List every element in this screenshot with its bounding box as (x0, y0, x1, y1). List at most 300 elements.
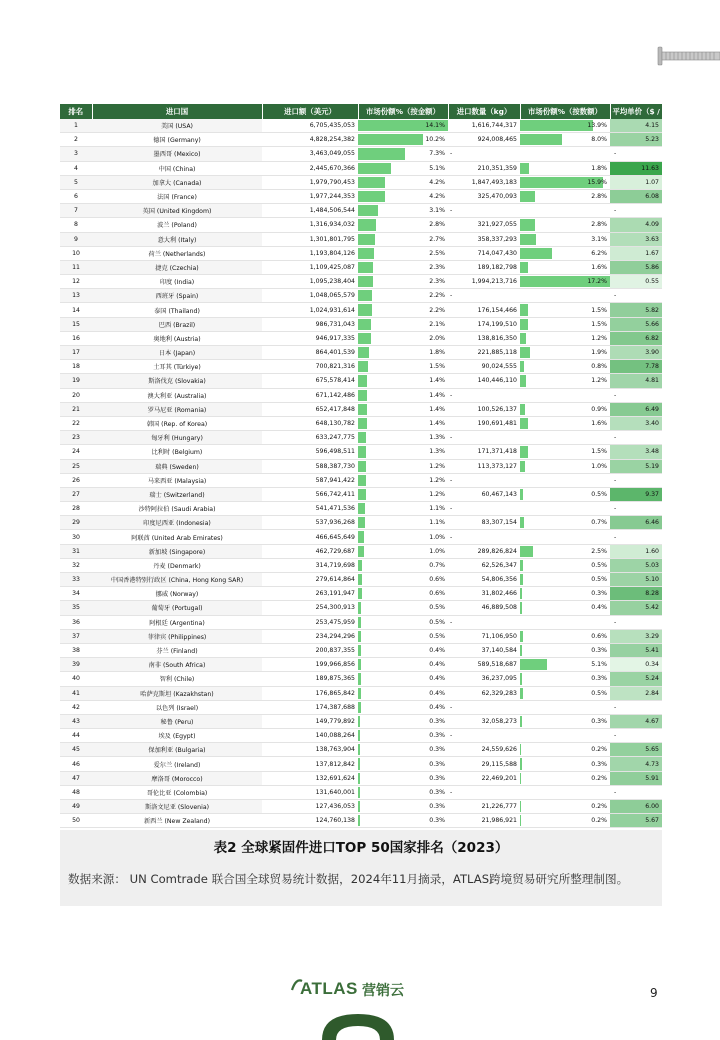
unit-price-label: 1.07 (645, 178, 659, 186)
unit-price-label: 3.48 (645, 448, 659, 456)
unit-price-label: 6.82 (645, 334, 659, 342)
country-cell: 斯洛文尼亚 (Slovenia) (92, 800, 262, 814)
table-row (60, 246, 662, 260)
qty-share-label: 0.3% (591, 647, 607, 655)
unit-price-label: 5.67 (645, 817, 659, 825)
qty-share-cell (520, 275, 610, 289)
country-cell: 土耳其 (Türkiye) (92, 360, 262, 374)
import-qty-cell (448, 658, 520, 672)
unit-price-cell (610, 743, 662, 757)
value-share-label: 1.1% (429, 505, 445, 513)
rank-cell: 28 (60, 502, 92, 516)
value-share-label: 2.3% (429, 278, 445, 286)
country-cell: 以色列 (Israel) (92, 700, 262, 714)
table-row (60, 189, 662, 203)
import-qty-label: 90,024,555 (481, 363, 517, 371)
country-cell: 新加坡 (Singapore) (92, 544, 262, 558)
qty-share-cell (520, 147, 610, 161)
import-qty-label: 289,826,824 (477, 547, 517, 555)
qty-share-label: 0.2% (591, 746, 607, 754)
rank-cell: 10 (60, 246, 92, 260)
value-share-cell (358, 686, 448, 700)
value-share-label: 0.3% (429, 803, 445, 811)
unit-price-cell (610, 346, 662, 360)
qty-share-cell (520, 459, 610, 473)
qty-share-cell (520, 757, 610, 771)
unit-price-cell (610, 416, 662, 430)
value-share-cell (358, 587, 448, 601)
qty-share-cell (520, 161, 610, 175)
unit-price-cell (610, 785, 662, 799)
unit-price-cell (610, 275, 662, 289)
unit-price-label: 5.19 (645, 462, 659, 470)
qty-share-label: 0.2% (591, 774, 607, 782)
qty-share-cell (520, 615, 610, 629)
qty-share-cell (520, 431, 610, 445)
import-value-cell: 254,300,913 (262, 601, 358, 615)
qty-share-cell (520, 785, 610, 799)
rank-cell: 12 (60, 275, 92, 289)
qty-share-label: 5.1% (591, 661, 607, 669)
value-share-cell (358, 232, 448, 246)
import-qty-label: 210,351,359 (477, 164, 517, 172)
value-share-cell (358, 289, 448, 303)
unit-price-cell (610, 672, 662, 686)
unit-price-cell (610, 800, 662, 814)
rank-cell: 37 (60, 629, 92, 643)
import-qty-label: 171,371,418 (477, 448, 517, 456)
import-value-cell: 279,614,864 (262, 573, 358, 587)
import-qty-cell (448, 516, 520, 530)
value-share-label: 1.2% (429, 462, 445, 470)
value-share-label: 1.2% (429, 490, 445, 498)
country-cell: 意大利 (Italy) (92, 232, 262, 246)
qty-share-cell (520, 218, 610, 232)
table-row (60, 402, 662, 416)
import-qty-label: - (450, 434, 453, 442)
unit-price-label: 3.90 (645, 349, 659, 357)
qty-share-cell (520, 800, 610, 814)
country-cell: 泰国 (Thailand) (92, 303, 262, 317)
qty-share-cell (520, 573, 610, 587)
table-row (60, 416, 662, 430)
qty-share-cell (520, 189, 610, 203)
import-value-cell: 124,760,138 (262, 814, 358, 828)
table-row (60, 445, 662, 459)
unit-price-cell (610, 487, 662, 501)
value-share-cell (358, 246, 448, 260)
qty-share-label: 0.2% (591, 803, 607, 811)
import-value-cell: 566,742,411 (262, 487, 358, 501)
value-share-label: 2.2% (429, 292, 445, 300)
value-share-cell (358, 658, 448, 672)
qty-share-label: 0.5% (591, 490, 607, 498)
value-share-label: 7.3% (429, 150, 445, 158)
value-share-cell (358, 175, 448, 189)
unit-price-label: 0.34 (645, 661, 659, 669)
rank-cell: 35 (60, 601, 92, 615)
import-qty-label: 321,927,055 (477, 221, 517, 229)
unit-price-label: 3.40 (645, 420, 659, 428)
import-qty-label: 1,994,213,716 (471, 278, 517, 286)
value-share-cell (358, 161, 448, 175)
value-share-label: 10.2% (425, 136, 445, 144)
value-share-cell (358, 303, 448, 317)
unit-price-cell (610, 388, 662, 402)
country-cell: 罗马尼亚 (Romania) (92, 402, 262, 416)
import-qty-label: 36,237,095 (481, 675, 517, 683)
header-qty-share: 市场份额%（按数额） (520, 104, 610, 119)
import-qty-label: - (450, 150, 453, 158)
value-share-cell (358, 714, 448, 728)
import-value-cell: 138,763,904 (262, 743, 358, 757)
qty-share-label: 0.2% (591, 817, 607, 825)
table-row (60, 289, 662, 303)
import-value-cell: 541,471,536 (262, 502, 358, 516)
unit-price-cell (610, 459, 662, 473)
country-cell: 埃及 (Egypt) (92, 729, 262, 743)
rank-cell: 24 (60, 445, 92, 459)
value-share-cell (358, 218, 448, 232)
import-value-cell: 253,475,959 (262, 615, 358, 629)
unit-price-cell (610, 161, 662, 175)
table-row (60, 459, 662, 473)
table-row (60, 388, 662, 402)
value-share-cell (358, 544, 448, 558)
unit-price-label: 5.66 (645, 320, 659, 328)
rank-cell: 25 (60, 459, 92, 473)
country-cell: 德国 (Germany) (92, 133, 262, 147)
import-value-cell: 986,731,043 (262, 317, 358, 331)
country-cell: 瑞士 (Switzerland) (92, 487, 262, 501)
import-qty-cell (448, 119, 520, 133)
unit-price-label: 4.81 (645, 377, 659, 385)
qty-share-cell (520, 260, 610, 274)
unit-price-cell (610, 147, 662, 161)
rank-cell: 21 (60, 402, 92, 416)
import-qty-label: 189,182,798 (477, 263, 517, 271)
value-share-label: 0.6% (429, 576, 445, 584)
unit-price-label: - (614, 207, 617, 215)
unit-price-label: 6.08 (645, 193, 659, 201)
unit-price-label: 3.29 (645, 632, 659, 640)
import-qty-cell (448, 147, 520, 161)
country-cell: 澳大利亚 (Australia) (92, 388, 262, 402)
unit-price-label: 5.42 (645, 604, 659, 612)
value-share-label: 0.3% (429, 817, 445, 825)
import-value-cell: 864,401,539 (262, 346, 358, 360)
country-cell: 中国 (China) (92, 161, 262, 175)
rank-cell: 48 (60, 785, 92, 799)
import-qty-cell (448, 700, 520, 714)
import-qty-cell (448, 232, 520, 246)
unit-price-cell (610, 714, 662, 728)
unit-price-label: 1.60 (645, 547, 659, 555)
qty-share-label: 1.5% (591, 320, 607, 328)
country-cell: 斯洛伐克 (Slovakia) (92, 374, 262, 388)
import-qty-label: 62,329,283 (481, 689, 517, 697)
qty-share-label: 0.5% (591, 576, 607, 584)
value-share-cell (358, 487, 448, 501)
unit-price-cell (610, 402, 662, 416)
table-row (60, 473, 662, 487)
value-share-label: 0.4% (429, 703, 445, 711)
import-qty-cell (448, 473, 520, 487)
import-value-cell: 140,088,264 (262, 729, 358, 743)
table-row (60, 700, 662, 714)
value-share-label: 1.8% (429, 349, 445, 357)
unit-price-label: - (614, 618, 617, 626)
import-value-cell: 1,095,238,404 (262, 275, 358, 289)
qty-share-label: 0.5% (591, 689, 607, 697)
unit-price-cell (610, 544, 662, 558)
qty-share-cell (520, 360, 610, 374)
table-row (60, 502, 662, 516)
unit-price-label: 5.41 (645, 647, 659, 655)
import-value-cell: 314,719,698 (262, 558, 358, 572)
unit-price-label: 5.65 (645, 746, 659, 754)
import-qty-cell (448, 743, 520, 757)
country-cell: 奥地利 (Austria) (92, 331, 262, 345)
table-row (60, 161, 662, 175)
page-number: 9 (650, 986, 658, 1000)
country-cell: 波兰 (Poland) (92, 218, 262, 232)
unit-price-cell (610, 686, 662, 700)
qty-share-cell (520, 246, 610, 260)
rank-cell: 39 (60, 658, 92, 672)
value-share-label: 14.1% (425, 122, 445, 130)
qty-share-cell (520, 643, 610, 657)
qty-share-cell (520, 743, 610, 757)
import-qty-label: 32,058,273 (481, 717, 517, 725)
qty-share-label: 8.0% (591, 136, 607, 144)
country-cell: 哈萨克斯坦 (Kazakhstan) (92, 686, 262, 700)
qty-share-cell (520, 204, 610, 218)
value-share-cell (358, 814, 448, 828)
country-cell: 中国香港特别行政区 (China, Hong Kong SAR) (92, 573, 262, 587)
value-share-label: 0.4% (429, 661, 445, 669)
qty-share-label: 0.3% (591, 590, 607, 598)
value-share-label: 0.5% (429, 604, 445, 612)
unit-price-label: 8.28 (645, 590, 659, 598)
unit-price-label: 6.49 (645, 405, 659, 413)
country-cell: 新西兰 (New Zealand) (92, 814, 262, 828)
value-share-label: 0.3% (429, 760, 445, 768)
unit-price-label: 0.55 (645, 278, 659, 286)
rank-cell: 49 (60, 800, 92, 814)
qty-share-label: 2.8% (591, 221, 607, 229)
import-value-cell: 132,691,624 (262, 771, 358, 785)
unit-price-label: 4.15 (645, 122, 659, 130)
value-share-label: 0.6% (429, 590, 445, 598)
unit-price-cell (610, 587, 662, 601)
country-cell: 印度尼西亚 (Indonesia) (92, 516, 262, 530)
qty-share-cell (520, 445, 610, 459)
rank-cell: 1 (60, 119, 92, 133)
import-qty-label: 1,616,744,317 (471, 122, 517, 130)
import-qty-cell (448, 672, 520, 686)
country-cell: 瑞典 (Sweden) (92, 459, 262, 473)
country-cell: 沙特阿拉伯 (Saudi Arabia) (92, 502, 262, 516)
qty-share-cell (520, 331, 610, 345)
import-qty-cell (448, 573, 520, 587)
import-qty-cell (448, 558, 520, 572)
unit-price-cell (610, 502, 662, 516)
table-row (60, 800, 662, 814)
country-cell: 日本 (Japan) (92, 346, 262, 360)
table-row (60, 757, 662, 771)
qty-share-cell (520, 771, 610, 785)
unit-price-cell (610, 729, 662, 743)
unit-price-cell (610, 232, 662, 246)
rank-cell: 50 (60, 814, 92, 828)
import-qty-cell (448, 416, 520, 430)
import-value-cell: 4,828,254,382 (262, 133, 358, 147)
qty-share-cell (520, 729, 610, 743)
value-share-label: 1.3% (429, 434, 445, 442)
import-qty-label: 100,526,137 (477, 405, 517, 413)
import-value-cell: 1,193,804,126 (262, 246, 358, 260)
unit-price-label: 5.10 (645, 576, 659, 584)
import-qty-label: 24,559,626 (481, 746, 517, 754)
header-unit-price: 平均单价（$ / kg） (610, 104, 662, 119)
qty-share-cell (520, 502, 610, 516)
qty-share-label: 0.3% (591, 717, 607, 725)
value-share-cell (358, 629, 448, 643)
import-qty-cell (448, 785, 520, 799)
rank-cell: 27 (60, 487, 92, 501)
import-value-cell: 462,729,687 (262, 544, 358, 558)
import-qty-cell (448, 814, 520, 828)
logo-text: ATLAS (300, 979, 358, 998)
rank-cell: 19 (60, 374, 92, 388)
value-share-cell (358, 771, 448, 785)
import-value-cell: 149,779,892 (262, 714, 358, 728)
unit-price-label: - (614, 434, 617, 442)
rank-cell: 38 (60, 643, 92, 657)
rank-cell: 9 (60, 232, 92, 246)
unit-price-cell (610, 629, 662, 643)
import-qty-label: 714,047,430 (477, 249, 517, 257)
rank-cell: 6 (60, 189, 92, 203)
table-row (60, 260, 662, 274)
atlas-logo (290, 976, 450, 1002)
value-share-label: 2.2% (429, 306, 445, 314)
country-cell: 芬兰 (Finland) (92, 643, 262, 657)
import-value-cell: 176,865,842 (262, 686, 358, 700)
import-value-cell: 1,109,425,087 (262, 260, 358, 274)
import-qty-label: 22,469,201 (481, 774, 517, 782)
table-row (60, 743, 662, 757)
country-cell: 保加利亚 (Bulgaria) (92, 743, 262, 757)
logo-cn-text: 营销云 (362, 983, 404, 999)
qty-share-cell (520, 686, 610, 700)
table-row (60, 729, 662, 743)
qty-share-label: 0.8% (591, 363, 607, 371)
rank-cell: 32 (60, 558, 92, 572)
country-cell: 爱尔兰 (Ireland) (92, 757, 262, 771)
value-share-cell (358, 743, 448, 757)
value-share-cell (358, 573, 448, 587)
value-share-label: 2.5% (429, 249, 445, 257)
value-share-cell (358, 133, 448, 147)
country-cell: 美国 (USA) (92, 119, 262, 133)
country-cell: 阿联酋 (United Arab Emirates) (92, 530, 262, 544)
import-qty-cell (448, 161, 520, 175)
value-share-label: 0.3% (429, 732, 445, 740)
qty-share-label: 0.3% (591, 675, 607, 683)
data-source-note: 数据来源： UN Comtrade 联合国全球贸易统计数据，2024年11月摘录，ATLAS跨境贸易研究所整理制图。 (68, 872, 629, 886)
table-row (60, 615, 662, 629)
qty-share-label: 1.6% (591, 263, 607, 271)
unit-price-cell (610, 218, 662, 232)
value-share-cell (358, 317, 448, 331)
unit-price-label: 5.86 (645, 263, 659, 271)
country-cell: 法国 (France) (92, 189, 262, 203)
import-qty-cell (448, 601, 520, 615)
import-qty-label: - (450, 476, 453, 484)
import-qty-cell (448, 360, 520, 374)
qty-share-label: 0.9% (591, 405, 607, 413)
unit-price-cell (610, 558, 662, 572)
import-qty-label: 358,337,293 (477, 235, 517, 243)
import-qty-cell (448, 175, 520, 189)
import-value-cell: 588,387,730 (262, 459, 358, 473)
country-cell: 荷兰 (Netherlands) (92, 246, 262, 260)
rank-cell: 18 (60, 360, 92, 374)
value-share-cell (358, 729, 448, 743)
country-cell: 菲律宾 (Philippines) (92, 629, 262, 643)
import-value-cell: 2,445,670,366 (262, 161, 358, 175)
country-cell: 英国 (United Kingdom) (92, 204, 262, 218)
rank-cell: 43 (60, 714, 92, 728)
value-share-cell (358, 260, 448, 274)
rank-cell: 17 (60, 346, 92, 360)
table-row (60, 544, 662, 558)
unit-price-label: 5.91 (645, 774, 659, 782)
import-qty-label: 83,307,154 (481, 519, 517, 527)
qty-share-cell (520, 416, 610, 430)
import-value-cell: 199,966,856 (262, 658, 358, 672)
rank-cell: 16 (60, 331, 92, 345)
value-share-label: 0.4% (429, 647, 445, 655)
unit-price-label: - (614, 292, 617, 300)
header-country: 进口国 (92, 104, 262, 119)
qty-share-cell (520, 544, 610, 558)
table-row (60, 785, 662, 799)
unit-price-label: - (614, 476, 617, 484)
unit-price-cell (610, 260, 662, 274)
import-ranking-table (60, 104, 681, 828)
import-qty-cell (448, 502, 520, 516)
import-value-cell: 1,301,801,795 (262, 232, 358, 246)
unit-price-cell (610, 431, 662, 445)
rank-cell: 31 (60, 544, 92, 558)
table-row (60, 573, 662, 587)
qty-share-cell (520, 558, 610, 572)
table-row (60, 331, 662, 345)
table-row (60, 204, 662, 218)
rank-cell: 14 (60, 303, 92, 317)
import-qty-cell (448, 431, 520, 445)
import-value-cell: 131,640,001 (262, 785, 358, 799)
value-share-cell (358, 473, 448, 487)
import-qty-cell (448, 487, 520, 501)
import-qty-cell (448, 260, 520, 274)
import-qty-cell (448, 289, 520, 303)
qty-share-cell (520, 658, 610, 672)
value-share-cell (358, 147, 448, 161)
